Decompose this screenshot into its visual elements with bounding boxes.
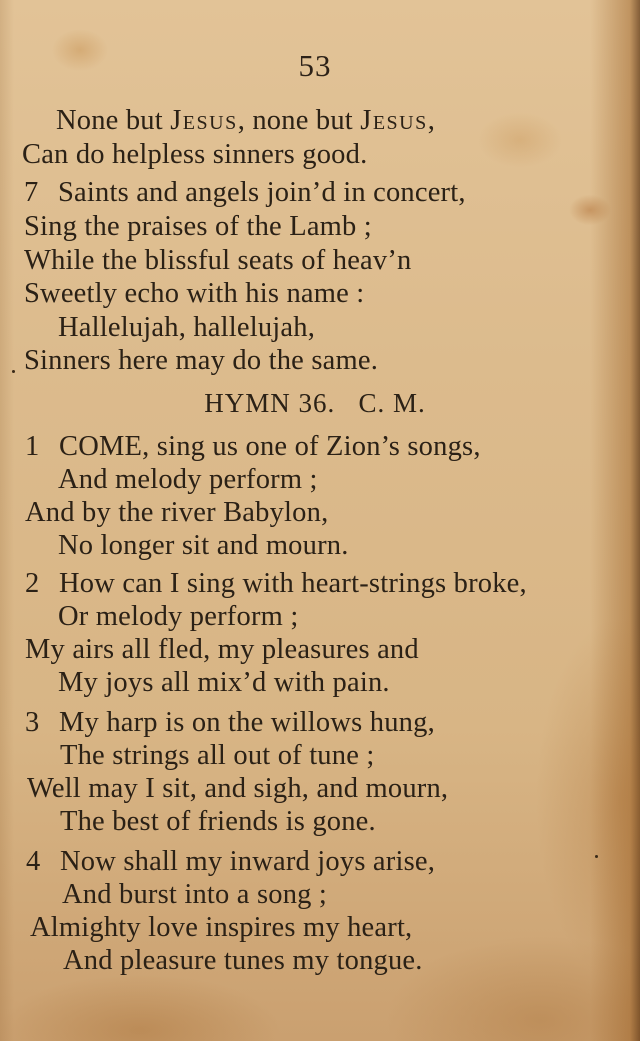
hymn-title: HYMN 36. C. M. (204, 388, 426, 418)
verse-line: Well may I sit, and sigh, and mourn, (27, 773, 449, 804)
verse-line: My airs all fled, my pleasures and (25, 634, 419, 665)
verse-line: 3 My harp is on the willows hung, (25, 707, 435, 738)
verse-line: While the blissful seats of heav’n (24, 245, 412, 276)
verse-line: The strings all out of tune ; (60, 740, 375, 771)
verse-line: Sinners here may do the same. (24, 345, 379, 376)
verse-number: 1 (25, 431, 40, 462)
chorus-text: None but (56, 105, 171, 136)
verse-line: Or melody perform ; (58, 601, 299, 632)
verse-line: And burst into a song ; (62, 879, 328, 910)
verse-line: Almighty love inspires my heart, (30, 912, 413, 943)
paper-speck (595, 855, 598, 858)
verse-number: 4 (26, 846, 41, 877)
paper-speck (12, 370, 15, 373)
verse-line: And melody perform ; (58, 464, 318, 495)
verse-line: 2 How can I sing with heart-strings broke, (25, 568, 527, 599)
verse-number: 3 (25, 707, 40, 738)
verse-line: 4 Now shall my inward joys arise, (26, 846, 436, 877)
jesus-small-caps: Jesus (170, 105, 238, 136)
verse-line: Can do helpless sinners good. (22, 139, 368, 170)
verse-line: No longer sit and mourn. (58, 530, 349, 561)
chorus-text: , none but (237, 105, 361, 136)
jesus-small-caps: Jesus (360, 105, 428, 136)
verse-line: Sweetly echo with his name : (24, 278, 365, 309)
verse-line: And pleasure tunes my tongue. (63, 945, 423, 976)
chorus-text: , (427, 105, 436, 136)
verse-line: My joys all mix’d with pain. (58, 667, 390, 698)
verse-line: 1 COME, sing us one of Zion’s songs, (25, 431, 481, 462)
chorus-line (56, 104, 435, 138)
verse-line: And by the river Babylon, (25, 497, 329, 528)
verse-number: 7 (24, 177, 39, 208)
page-number: 53 (298, 48, 332, 83)
verse-number: 2 (25, 568, 40, 599)
verse-line: Hallelujah, hallelujah, (58, 312, 316, 343)
verse-line: 7 Saints and angels join’d in concert, (24, 177, 466, 208)
verse-line: Sing the praises of the Lamb ; (24, 211, 372, 242)
verse-line: The best of friends is gone. (60, 806, 376, 837)
